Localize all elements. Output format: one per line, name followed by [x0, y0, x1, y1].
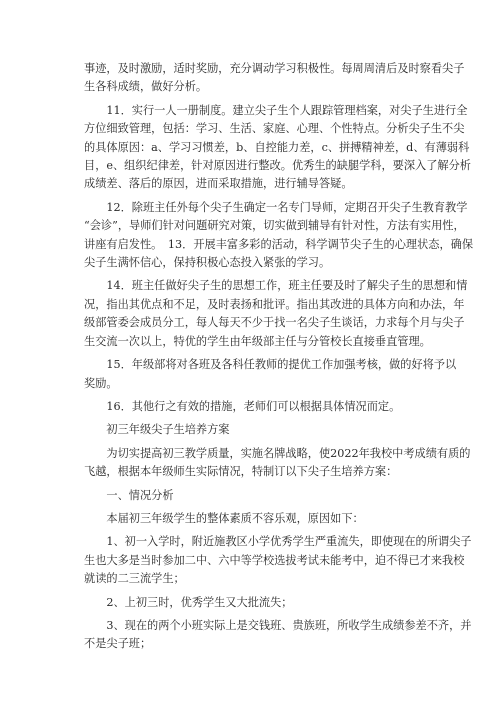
text-line: 15．年级部将对各班及各科任教师的提优工作加强考核，做的好将予以 [84, 358, 457, 372]
text-line: 尖子生满怀信心，保持积极心态投入紧张的学习。 [84, 256, 331, 270]
section-title: 初三年级尖子生培养方案 [84, 423, 230, 437]
text-line: 就读的二三流学生； [84, 572, 185, 586]
section-heading: 一、情况分析 [84, 488, 174, 502]
text-line: 16．其他行之有效的措施，老师们可以根据具体情况而定。 [84, 399, 401, 413]
text-line: 11．实行一人一册制度。建立尖子生个人跟踪管理档案，对尖子生进行全 [84, 103, 468, 117]
text-line: 的具体原因：a、学习习惯差，b、自控能力差，c、拼搏精神差，d、有薄弱科 [84, 140, 470, 154]
text-line: “会诊”，导师们针对问题研究对策，切实做到辅导有针对性，方法有实用性， [84, 219, 465, 233]
text-line: 不是尖子班； [84, 637, 152, 651]
text-line: 成绩差、落后的原因，进而采取措施，进行辅导答疑。 [84, 177, 353, 191]
text-line: 1、初一入学时，附近施教区小学优秀学生严重流失，即使现在的所谓尖子 [84, 535, 472, 549]
text-line: 飞越，根据本年级师生实际情况，特制订以下尖子生培养方案： [84, 465, 398, 479]
text-line: 3、现在的两个小班实际上是交钱班、贵族班，所收学生成绩参差不齐，并 [84, 618, 472, 632]
text-line: 生也大多是当时参加二中、六中等学校选拔考试未能考中，迫不得已才来我校 [84, 553, 465, 567]
text-line: 目，e、组织纪律差，针对原因进行整改。优秀生的缺腿学科，要深入了解分析 [84, 159, 471, 173]
text-line: 本届初三年级学生的整体素质不容乐观，原因如下： [84, 511, 364, 525]
text-line: 讲座有启发性。 13．开展丰富多彩的活动，科学调节尖子生的心理状态，确保 [84, 237, 474, 251]
text-line: 方位细致管理，包括：学习、生活、家庭、心理、个性特点。分析尖子生不尖 [84, 122, 465, 136]
text-line: 级部管委会成员分工，每人每天不少于找一名尖子生谈话，力求每个月与尖子 [84, 316, 465, 330]
text-line: 奖励。 [84, 376, 118, 390]
text-line: 14．班主任做好尖子生的思想工作，班主任要及时了解尖子生的思想和情 [84, 279, 468, 293]
text-line: 生各科成绩，做好分析。 [84, 80, 208, 94]
text-line: 12．除班主任外每个尖子生确定一名专门导师，定期召开尖子生教育教学 [84, 200, 468, 214]
text-line: 事迹，及时激励，适时奖励，充分调动学习积极性。每周周清后及时察看尖子 [84, 62, 465, 75]
text-line: 况，指出其优点和不足，及时表扬和批评。指出其改进的具体方向和办法，年 [84, 297, 465, 311]
text-line: 为切实提高初三教学质量，实施名牌战略，使2022年我校中考成绩有质的 [84, 446, 471, 460]
text-line: 生交流一次以上，特优的学生由年级部主任与分管校长直接垂直管理。 [84, 334, 431, 348]
text-line: 2、上初三时，优秀学生又大批流失； [84, 595, 293, 609]
